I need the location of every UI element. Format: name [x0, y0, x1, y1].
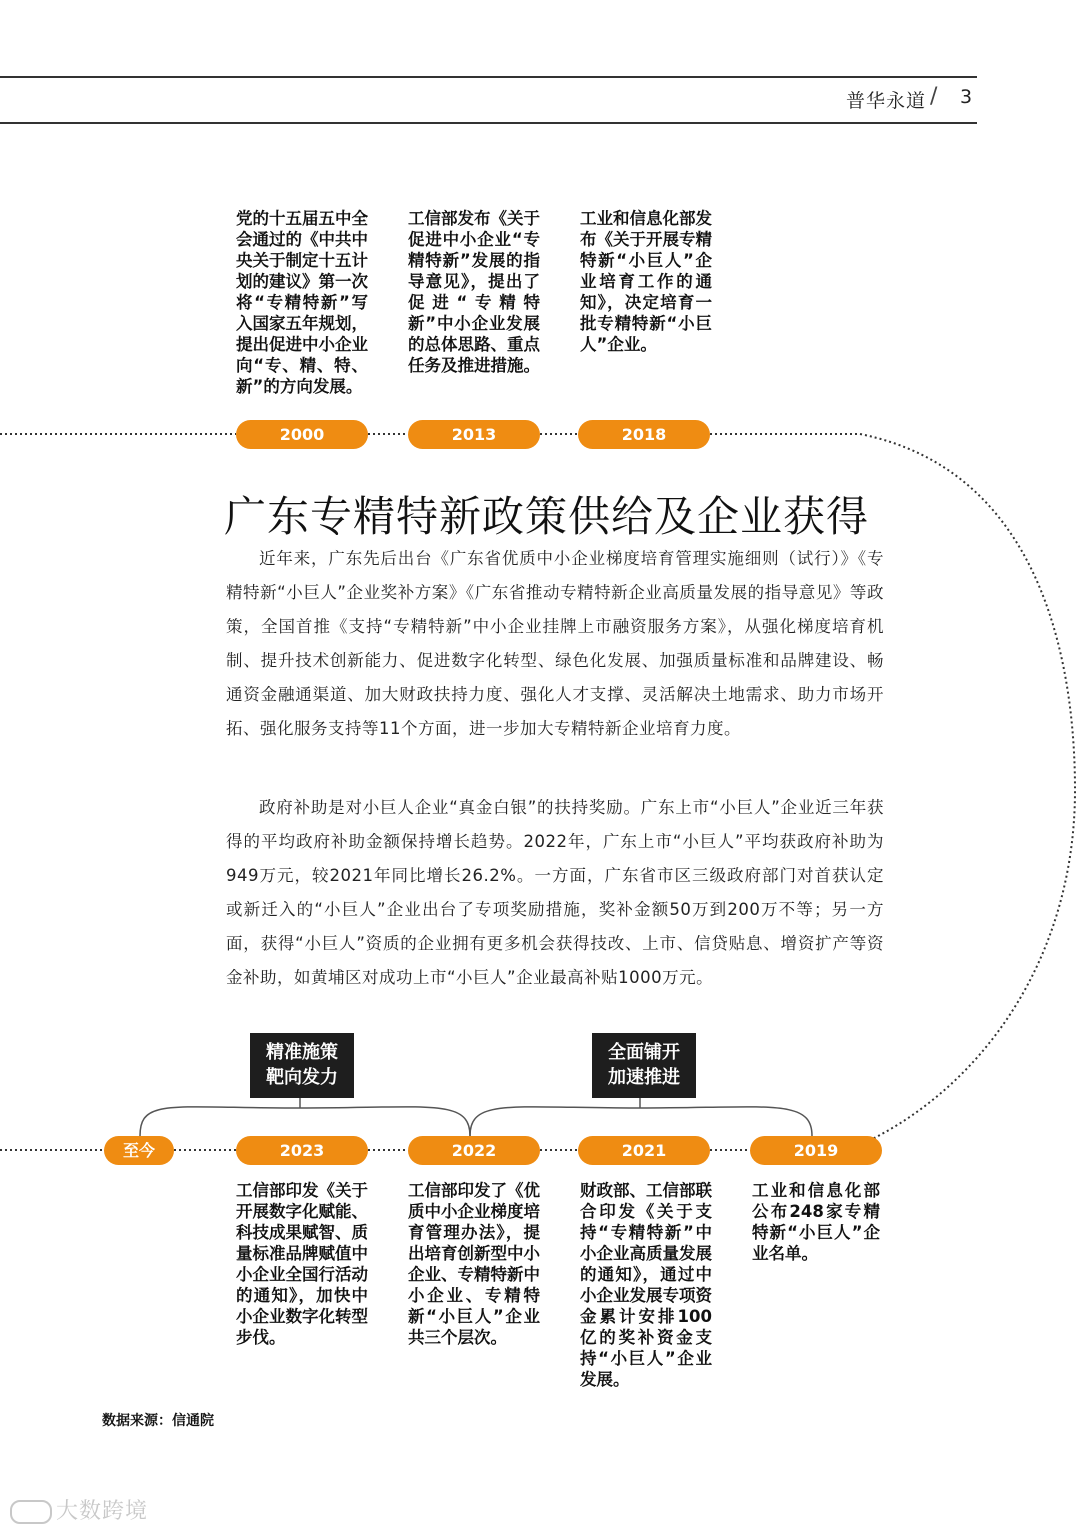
stage-label-accelerate-line2: 加速推进 — [608, 1067, 680, 1088]
data-source: 数据来源：信通院 — [102, 1413, 214, 1429]
header-title: 普华永道 — [846, 90, 927, 112]
header-rule-bottom — [0, 122, 977, 124]
header-rule-top — [0, 76, 977, 78]
watermark-logo-icon — [10, 1500, 52, 1524]
event-2019-text: 工业和信息化部公布248家专精特新“小巨人”企业名单。 — [752, 1181, 880, 1263]
header-slash: / — [930, 84, 938, 109]
stage-label-accelerate — [592, 1033, 696, 1098]
year-pill-2022: 2022 — [408, 1136, 540, 1165]
brace-left — [140, 1107, 470, 1136]
event-2013-text: 工信部发布《关于促进中小企业“专精特新”发展的指导意见》，提出了促进“专精特新”中小企业发展的总体思路、重点任务及推进措施。 — [408, 209, 540, 375]
year-pill-2019: 2019 — [750, 1136, 882, 1165]
year-pill-now: 至今 — [104, 1136, 174, 1165]
article-paragraph-1: 近年来，广东先后出台《广东省优质中小企业梯度培育管理实施细则（试行）》《专精特新“小巨人”企业奖补方案》《广东省推动专精特新企业高质量发展的指导意见》等政策，全国首推《支持“专精特新”中小企业挂牌上市融资服务方案》，从强化梯度培育机制、提升技术创新能力、促进数字化转型、绿色化发展、加强质量标准和品牌建设、畅通资金融通渠道、加大财政扶持力度、强化人才支撑、灵活解决土地需求、助力市场开拓、强化服务支持等11个方面，进一步加大专精特新企业培育力度。 — [226, 549, 884, 738]
stage-label-precise-line1: 精准施策 — [266, 1042, 338, 1063]
watermark-text: 大数跨境 — [56, 1499, 149, 1524]
stage-label-precise — [250, 1033, 354, 1098]
event-2018-text: 工业和信息化部发布《关于开展专精特新“小巨人”企业培育工作的通知》，决定培育一批专精特新“小巨人”企业。 — [580, 209, 712, 354]
stage-label-accelerate-line1: 全面铺开 — [608, 1042, 680, 1063]
year-pill-2000: 2000 — [236, 420, 368, 449]
event-2022-text: 工信部印发了《优质中小企业梯度培育管理办法》，提出培育创新型中小企业、专精特新中小企业、专精特新“小巨人”企业共三个层次。 — [408, 1181, 540, 1347]
article-paragraph-2: 政府补助是对小巨人企业“真金白银”的扶持奖励。广东上市“小巨人”企业近三年获得的平均政府补助金额保持增长趋势。2022年，广东上市“小巨人”平均获政府补助为949万元，较2021年同比增长26.2%。一方面，广东省市区三级政府部门对首获认定或新迁入的“小巨人”企业出台了专项奖励措施，奖补金额50万到200万不等；另一方面，获得“小巨人”资质的企业拥有更多机会获得技改、上市、信贷贴息、增资扩产等资金补助，如黄埔区对成功上市“小巨人”企业最高补贴1000万元。 — [226, 798, 884, 987]
event-2021-text: 财政部、工信部联合印发《关于支持“专精特新”中小企业高质量发展的通知》，通过中小企业发展专项资金累计安排100亿的奖补资金支持“小巨人”企业发展。 — [580, 1181, 712, 1389]
stage-label-precise-line2: 靶向发力 — [266, 1067, 338, 1088]
page-number: 3 — [960, 86, 973, 108]
year-pill-2023: 2023 — [236, 1136, 368, 1165]
year-pill-2021: 2021 — [578, 1136, 710, 1165]
event-2023-text: 工信部印发《关于开展数字化赋能、科技成果赋智、质量标准品牌赋值中小企业全国行活动的通知》，加快中小企业数字化转型步伐。 — [236, 1181, 368, 1347]
brace-right — [470, 1107, 812, 1136]
year-pill-2013: 2013 — [408, 420, 540, 449]
event-2000-text: 党的十五届五中全会通过的《中共中央关于制定十五计划的建议》第一次将“专精特新”写入国家五年规划，提出促进中小企业向“专、精、特、新”的方向发展。 — [236, 209, 368, 396]
year-pill-2018: 2018 — [578, 420, 710, 449]
article-title: 广东专精特新政策供给及企业获得 — [224, 492, 870, 541]
watermark — [10, 1494, 148, 1525]
